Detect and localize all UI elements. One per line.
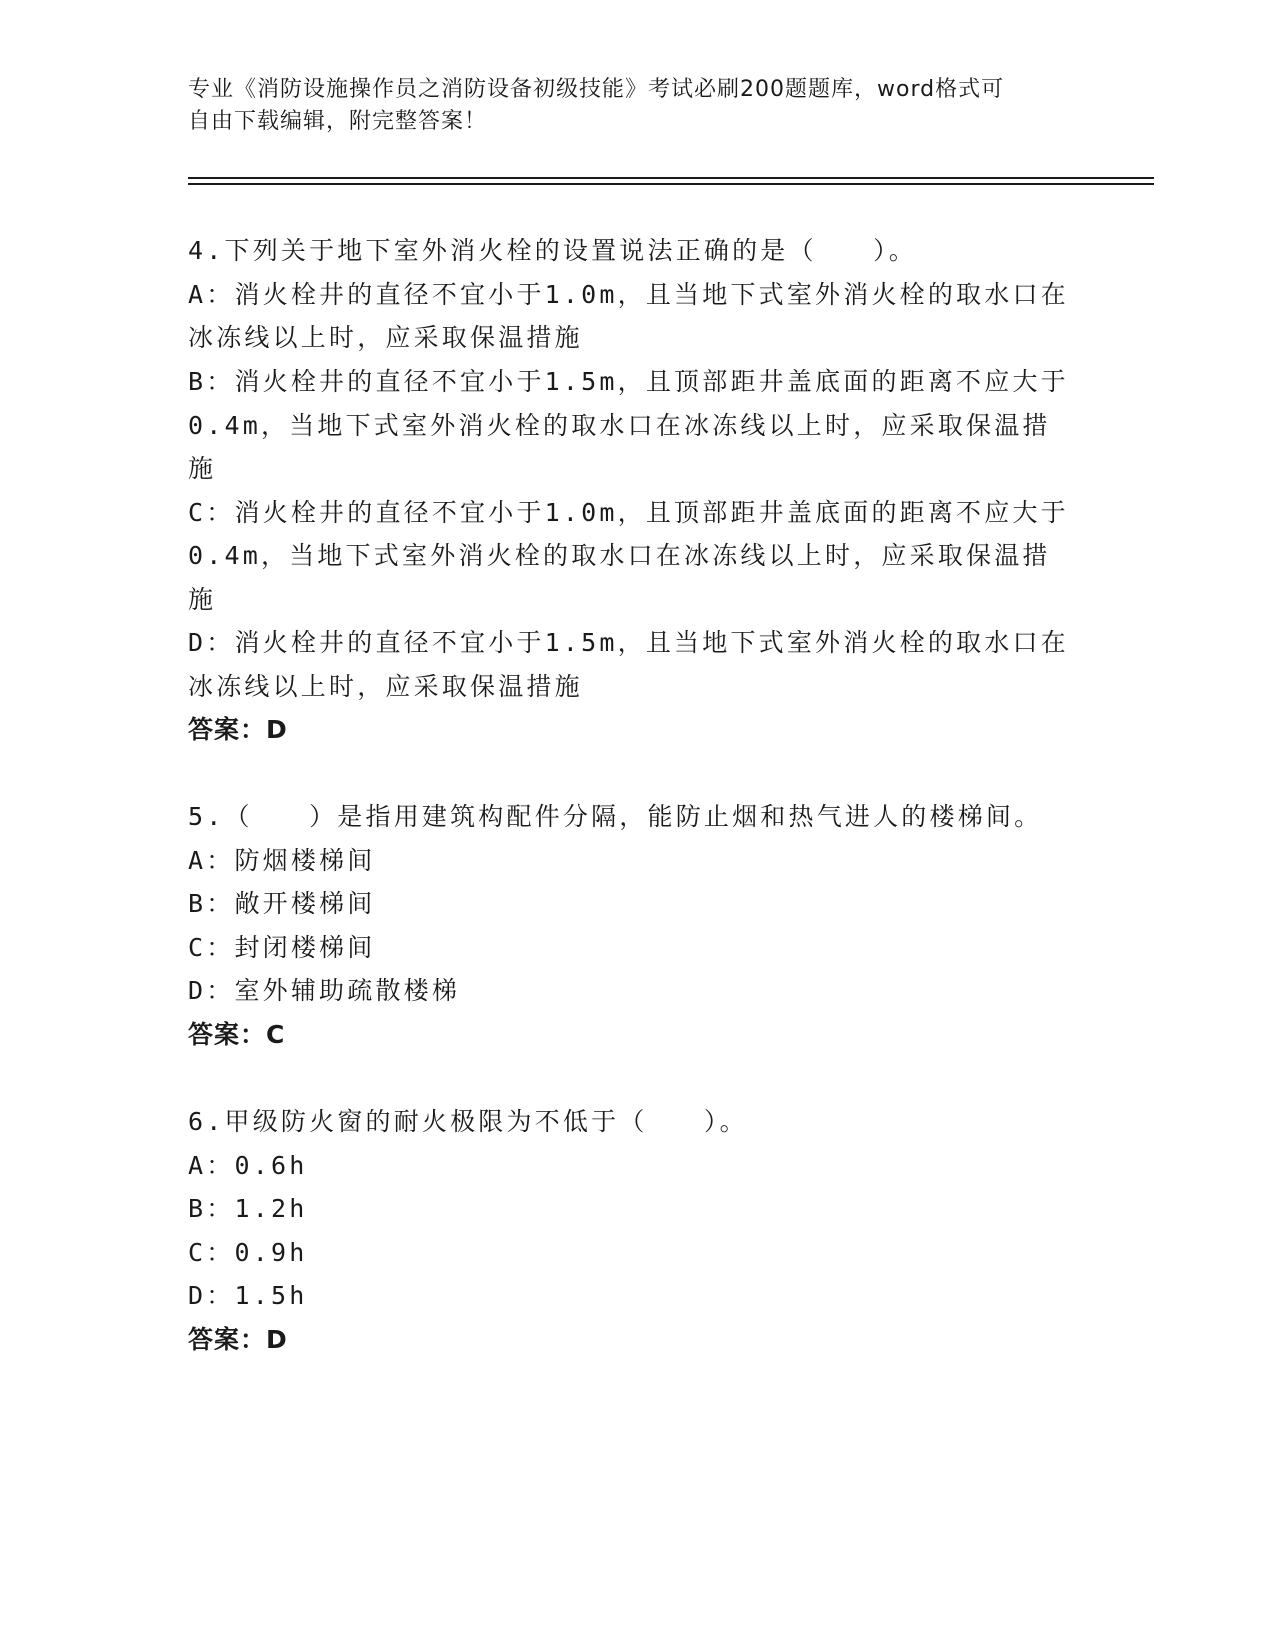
header-divider-top xyxy=(188,177,1154,179)
question-6-option-d: D：1.5h xyxy=(188,1281,308,1310)
question-6-answer: 答案：D xyxy=(188,1325,288,1354)
question-6-option-c: C：0.9h xyxy=(188,1238,308,1267)
question-4-option-c-line-3: 施 xyxy=(188,585,217,614)
question-5-option-b: B：敞开楼梯间 xyxy=(188,889,376,918)
question-6-option-a: A：0.6h xyxy=(188,1151,308,1180)
header-line-1: 专业《消防设施操作员之消防设备初级技能》考试必刷200题题库，word格式可 xyxy=(188,77,1005,102)
question-4-option-d-line-1: D：消火栓井的直径不宜小于1.5m，且当地下式室外消火栓的取水口在 xyxy=(188,628,1069,657)
question-6-option-b: B：1.2h xyxy=(188,1194,308,1223)
question-4-option-b-line-2: 0.4m，当地下式室外消火栓的取水口在冰冻线以上时，应采取保温措 xyxy=(188,411,1051,440)
question-4-stem: 4.下列关于地下室外消火栓的设置说法正确的是（ ）。 xyxy=(188,236,918,265)
document-header xyxy=(188,74,1088,138)
question-4-answer: 答案：D xyxy=(188,715,288,744)
question-4-option-a-line-1: A：消火栓井的直径不宜小于1.0m，且当地下式室外消火栓的取水口在 xyxy=(188,280,1069,309)
question-4-option-a-line-2: 冰冻线以上时，应采取保温措施 xyxy=(188,323,583,352)
question-4-option-c-line-1: C：消火栓井的直径不宜小于1.0m，且顶部距井盖底面的距离不应大于 xyxy=(188,498,1069,527)
question-4-option-c-line-2: 0.4m，当地下式室外消火栓的取水口在冰冻线以上时，应采取保温措 xyxy=(188,541,1051,570)
question-5-answer: 答案：C xyxy=(188,1020,286,1049)
header-line-2: 自由下载编辑，附完整答案！ xyxy=(188,109,488,134)
question-5-option-c: C：封闭楼梯间 xyxy=(188,933,376,962)
question-5-option-d: D：室外辅助疏散楼梯 xyxy=(188,976,461,1005)
question-6-stem: 6.甲级防火窗的耐火极限为不低于（ ）。 xyxy=(188,1107,748,1136)
question-4-option-b-line-3: 施 xyxy=(188,454,217,483)
question-4-option-b-line-1: B：消火栓井的直径不宜小于1.5m，且顶部距井盖底面的距离不应大于 xyxy=(188,367,1069,396)
question-5-stem: 5.（ ）是指用建筑构配件分隔，能防止烟和热气进人的楼梯间。 xyxy=(188,802,1043,831)
header-divider-bottom xyxy=(188,183,1154,185)
question-4-option-d-line-2: 冰冻线以上时，应采取保温措施 xyxy=(188,672,583,701)
question-5-option-a: A：防烟楼梯间 xyxy=(188,846,376,875)
